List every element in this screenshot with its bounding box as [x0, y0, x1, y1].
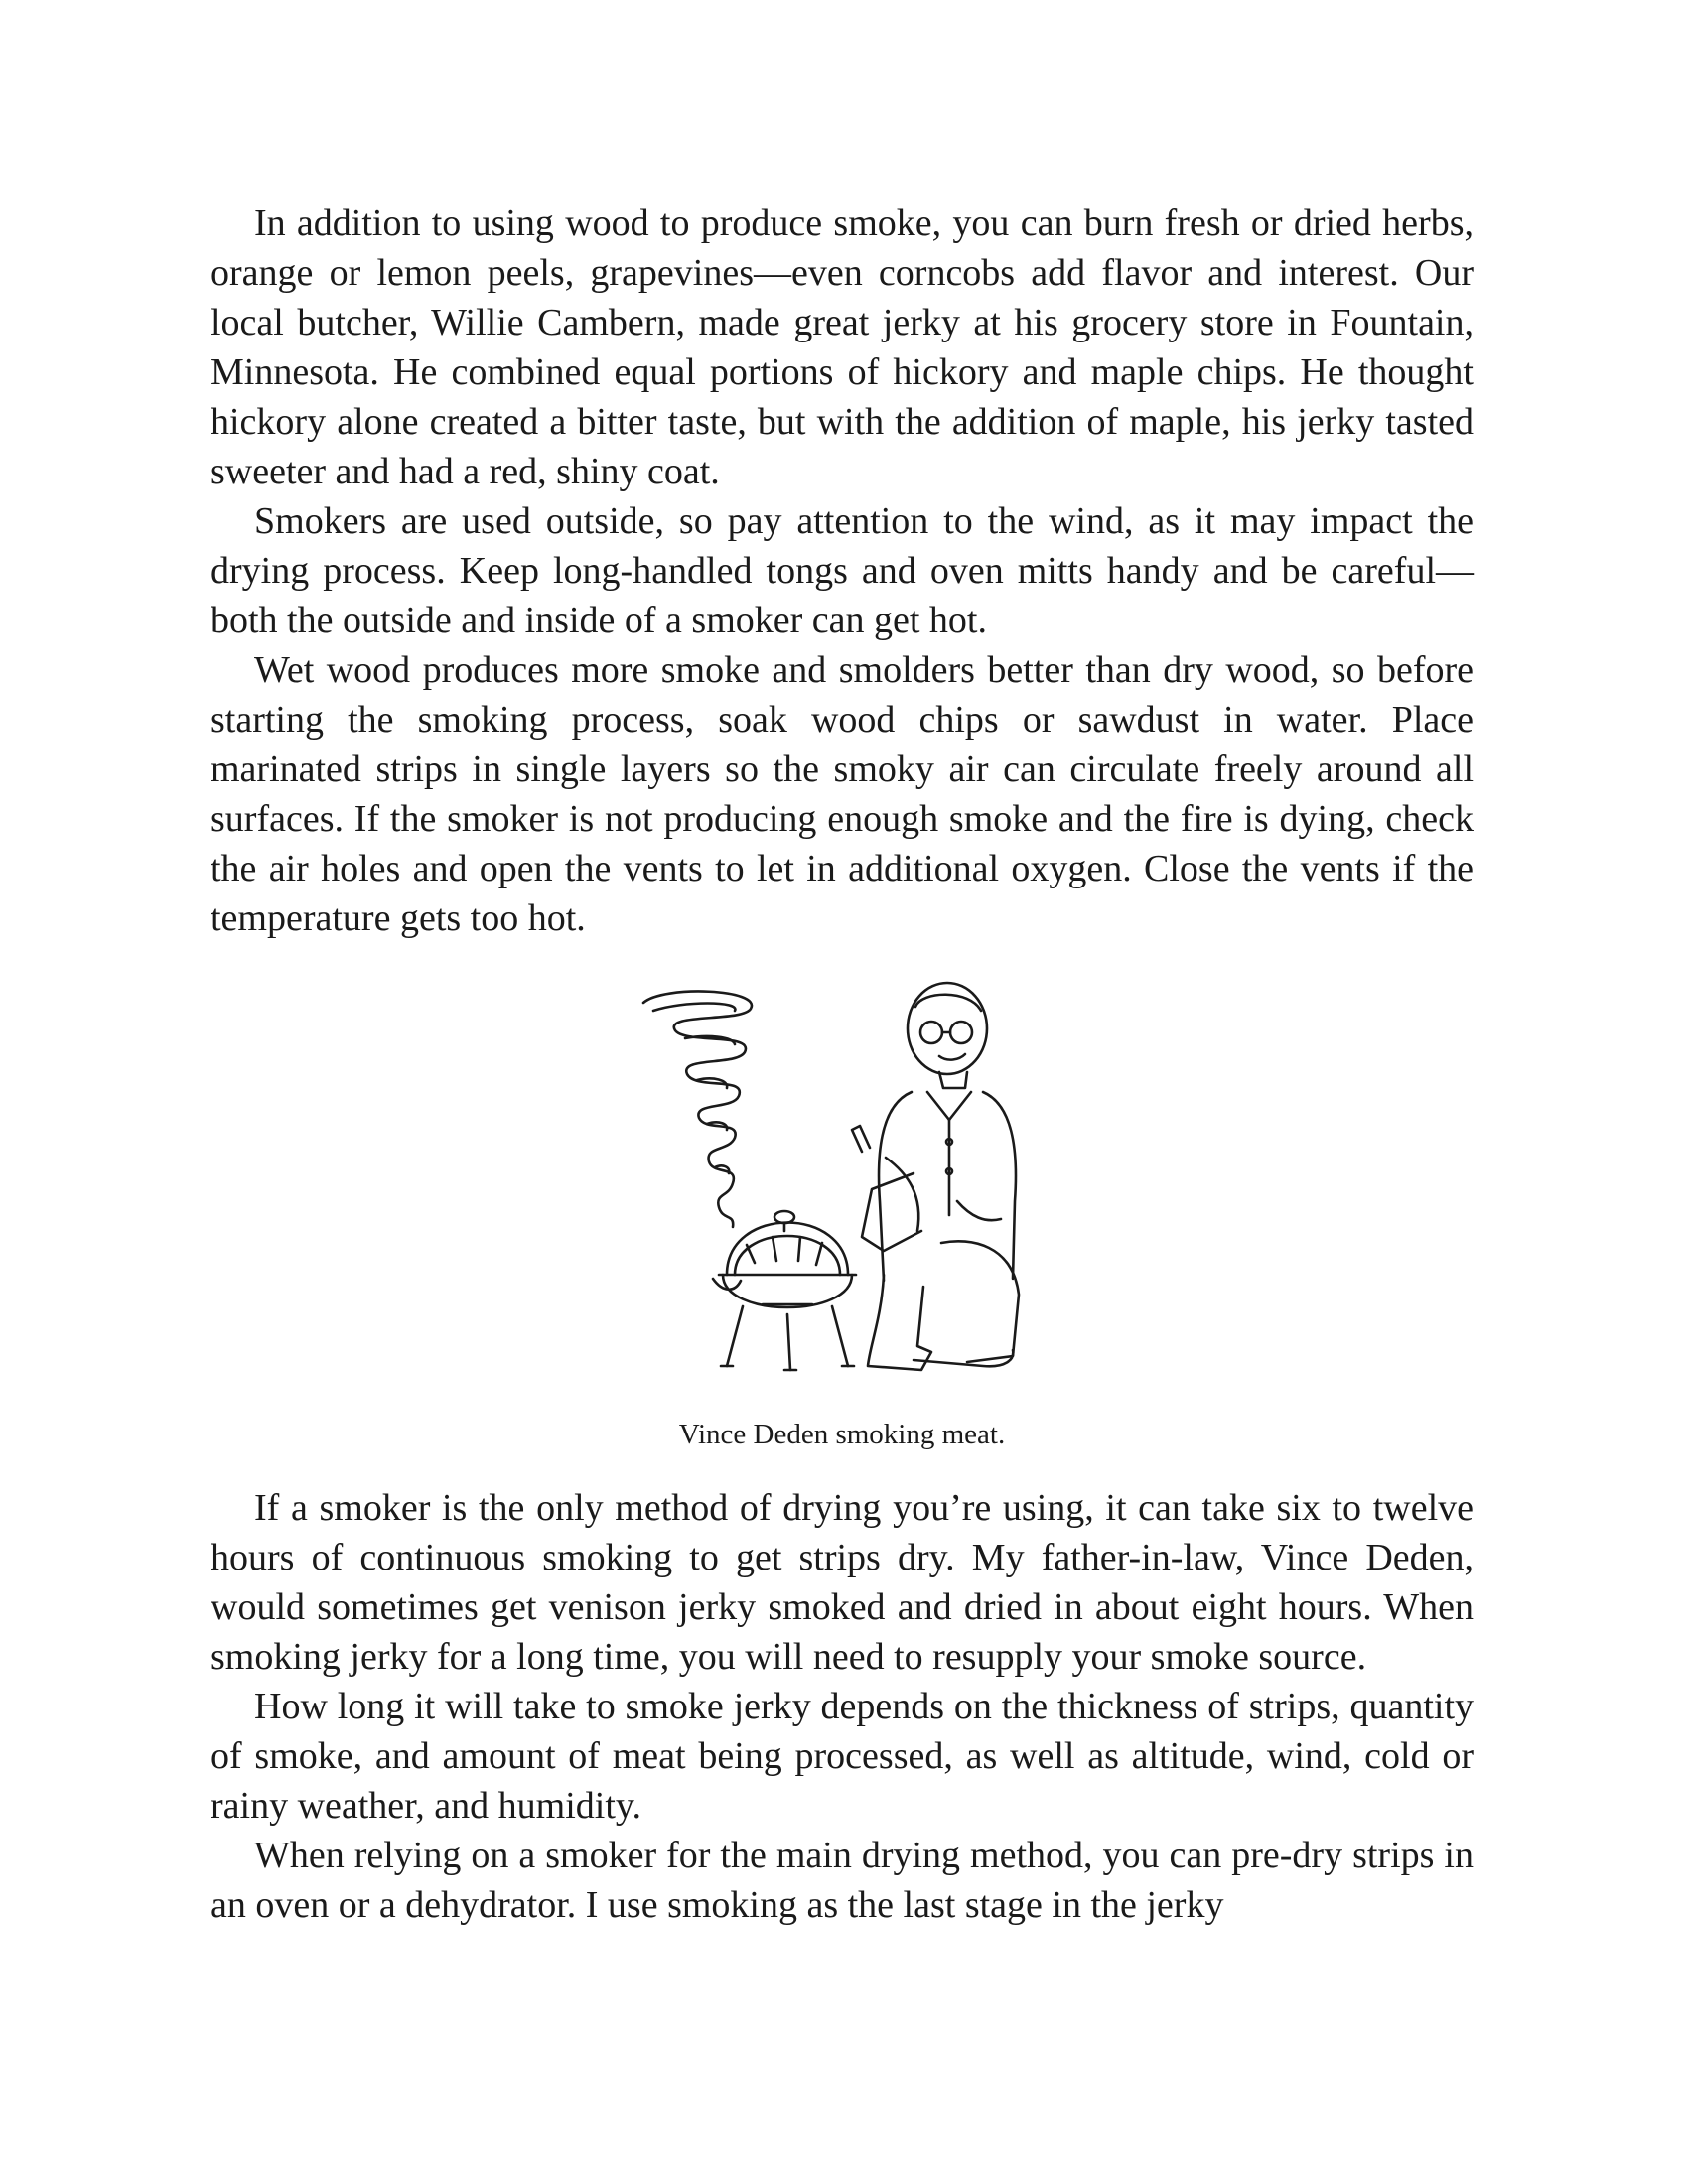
body-text-bottom	[211, 1483, 1474, 1930]
man-with-kettle-smoker-illustration	[624, 977, 1060, 1386]
paragraph-wood-alternatives: In addition to using wood to produce smoke, you can burn fresh or dried herbs, orange or lemon peels, grapevines—even corncobs add flavor and interest. Our local butcher, Willie Cambern, made great jerky at his grocery store in Fountain, Minnesota. He combined equal portions of hickory and maple chips. He thought hickory alone created a bitter taste, but with the addition of maple, his jerky tasted sweeter and had a red, shiny coat.	[211, 203, 1474, 492]
paragraph-smoker-safety: Smokers are used outside, so pay attention to the wind, as it may impact the drying process. Keep long-handled tongs and oven mitts handy and be careful—both the outside and inside of a smoker can get hot.	[211, 500, 1474, 641]
paragraph-wet-wood: Wet wood produces more smoke and smolders better than dry wood, so before starting the smoking process, soak wood chips or sawdust in water. Place marinated strips in single layers so the smoky air can circulate freely around all surfaces. If the smoker is not producing enough smoke and the fire is dying, check the air holes and open the vents to let in additional oxygen. Close the vents if the temperature gets too hot.	[211, 649, 1474, 939]
paragraph-smoking-duration: If a smoker is the only method of drying you’re using, it can take six to twelve hours of continuous smoking to get strips dry. My father-in-law, Vince Deden, would sometimes get venison jerky smoked and dried in about eight hours. When smoking jerky for a long time, you will need to resupply your smoke source.	[211, 1487, 1474, 1678]
body-text-top	[211, 199, 1474, 943]
figure-caption: Vince Deden smoking meat.	[678, 1419, 1006, 1450]
paragraph-pre-drying: When relying on a smoker for the main drying method, you can pre-dry strips in an oven or a dehydrator. I use smoking as the last stage in the jerky	[211, 1835, 1474, 1926]
man-figure	[852, 983, 1019, 1370]
paragraph-smoking-factors: How long it will take to smoke jerky depends on the thickness of strips, quantity of smoke, and amount of meat being processed, as well as altitude, wind, cold or rainy weather, and humidity.	[211, 1686, 1474, 1827]
smoke-swirl	[643, 992, 752, 1227]
kettle-smoker	[713, 1211, 856, 1370]
figure	[211, 977, 1474, 1451]
